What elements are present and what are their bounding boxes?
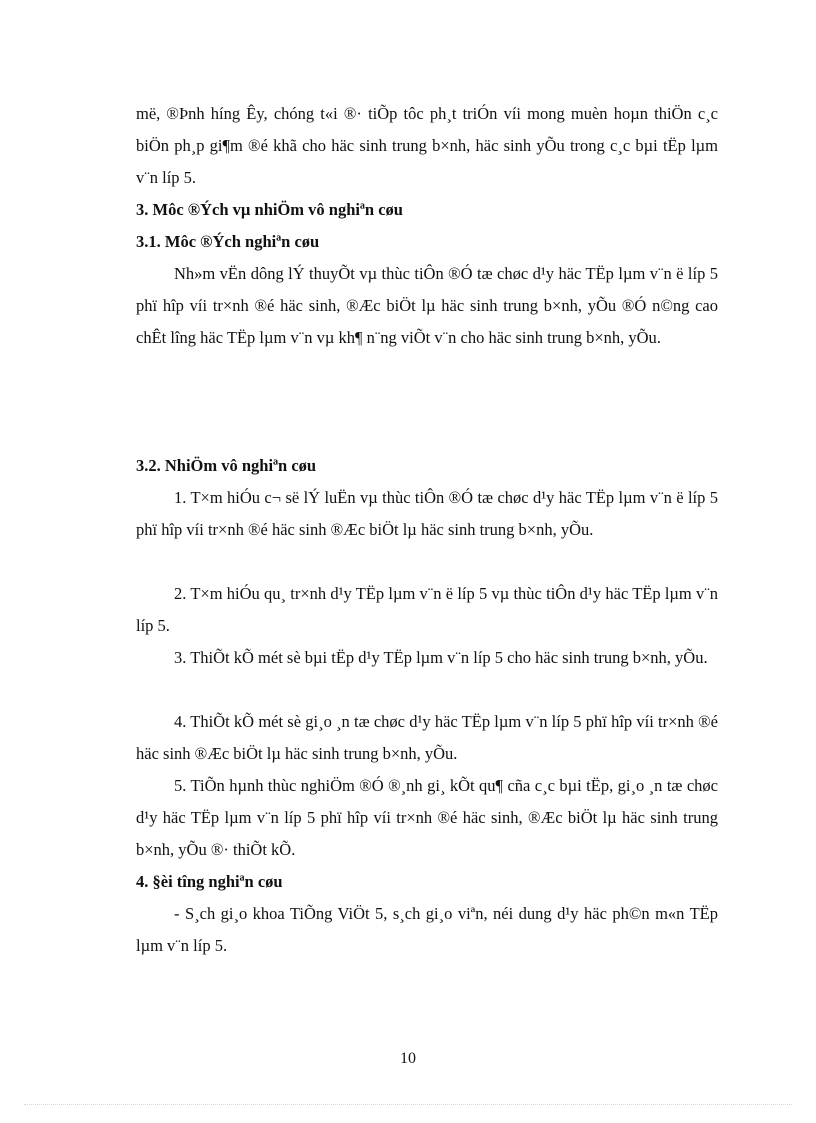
task-item-5: 5. TiÕn hµnh thùc nghiÖm ®Ó ®¸nh gi¸ kÕt qu¶ cña c¸c bµi tËp, gi¸o ¸n tæ chøc d¹y häc TËp lµm v¨n líp 5 phï hîp víi tr×nh ®é häc sinh, ®Æc biÖt lµ häc sinh trung b×nh, yÕu ®· thiÕt kÕ. (136, 776, 718, 859)
section-4-paragraph: - S¸ch gi¸o khoa TiÕng ViÖt 5, s¸ch gi¸o viªn, néi dung d¹y häc ph©n m«n TËp lµm v¨n líp 5. (136, 904, 718, 955)
section-3-1-heading: 3.1. Môc ®Ých nghiªn cøu (136, 232, 320, 251)
page-number: 10 (400, 1050, 416, 1067)
intro-paragraph: më, ®Þnh híng Êy, chóng t«i ®· tiÕp tôc ph¸t triÓn víi mong muèn hoµn thiÖn c¸c biÖn ph¸p gi¶m ®é khã cho häc sinh trung b×nh, häc sinh yÕu trong c¸c bµi tËp lµm v¨n líp 5. (136, 104, 718, 187)
section-3-heading: 3. Môc ®Ých vµ nhiÖm vô nghiªn cøu (136, 200, 403, 219)
section-4-heading: 4. §èi tîng nghiªn cøu (136, 872, 283, 891)
task-item-4: 4. ThiÕt kÕ mét sè gi¸o ¸n tæ chøc d¹y häc TËp lµm v¨n líp 5 phï hîp víi tr×nh ®é häc sinh ®Æc biÖt lµ häc sinh trung b×nh, yÕu. (136, 712, 718, 763)
task-item-1: 1. T×m hiÓu c¬ së lÝ luËn vµ thùc tiÔn ®Ó tæ chøc d¹y häc TËp lµm v¨n ë líp 5 phï hîp víi tr×nh ®é häc sinh ®Æc biÖt lµ häc sinh trung b×nh, yÕu. (136, 488, 718, 539)
section-3-2-heading: 3.2. NhiÖm vô nghiªn cøu (136, 456, 317, 475)
task-item-2: 2. T×m hiÓu qu¸ tr×nh d¹y TËp lµm v¨n ë líp 5 vµ thùc tiÔn d¹y häc TËp lµm v¨n líp 5. (136, 584, 718, 635)
section-3-1-paragraph: Nh»m vËn dông lÝ thuyÕt vµ thùc tiÔn ®Ó tæ chøc d¹y häc TËp lµm v¨n ë líp 5 phï hîp víi tr×nh ®é häc sinh, ®Æc biÖt lµ häc sinh trung b×nh, yÕu ®Ó n©ng cao chÊt lîng häc TËp lµm v¨n vµ kh¶ n¨ng viÕt v¨n cho häc sinh trung b×nh, yÕu. (136, 264, 718, 347)
page-bottom-divider (24, 1104, 792, 1105)
task-item-3: 3. ThiÕt kÕ mét sè bµi tËp d¹y TËp lµm v¨n líp 5 cho häc sinh trung b×nh, yÕu. (174, 648, 708, 667)
